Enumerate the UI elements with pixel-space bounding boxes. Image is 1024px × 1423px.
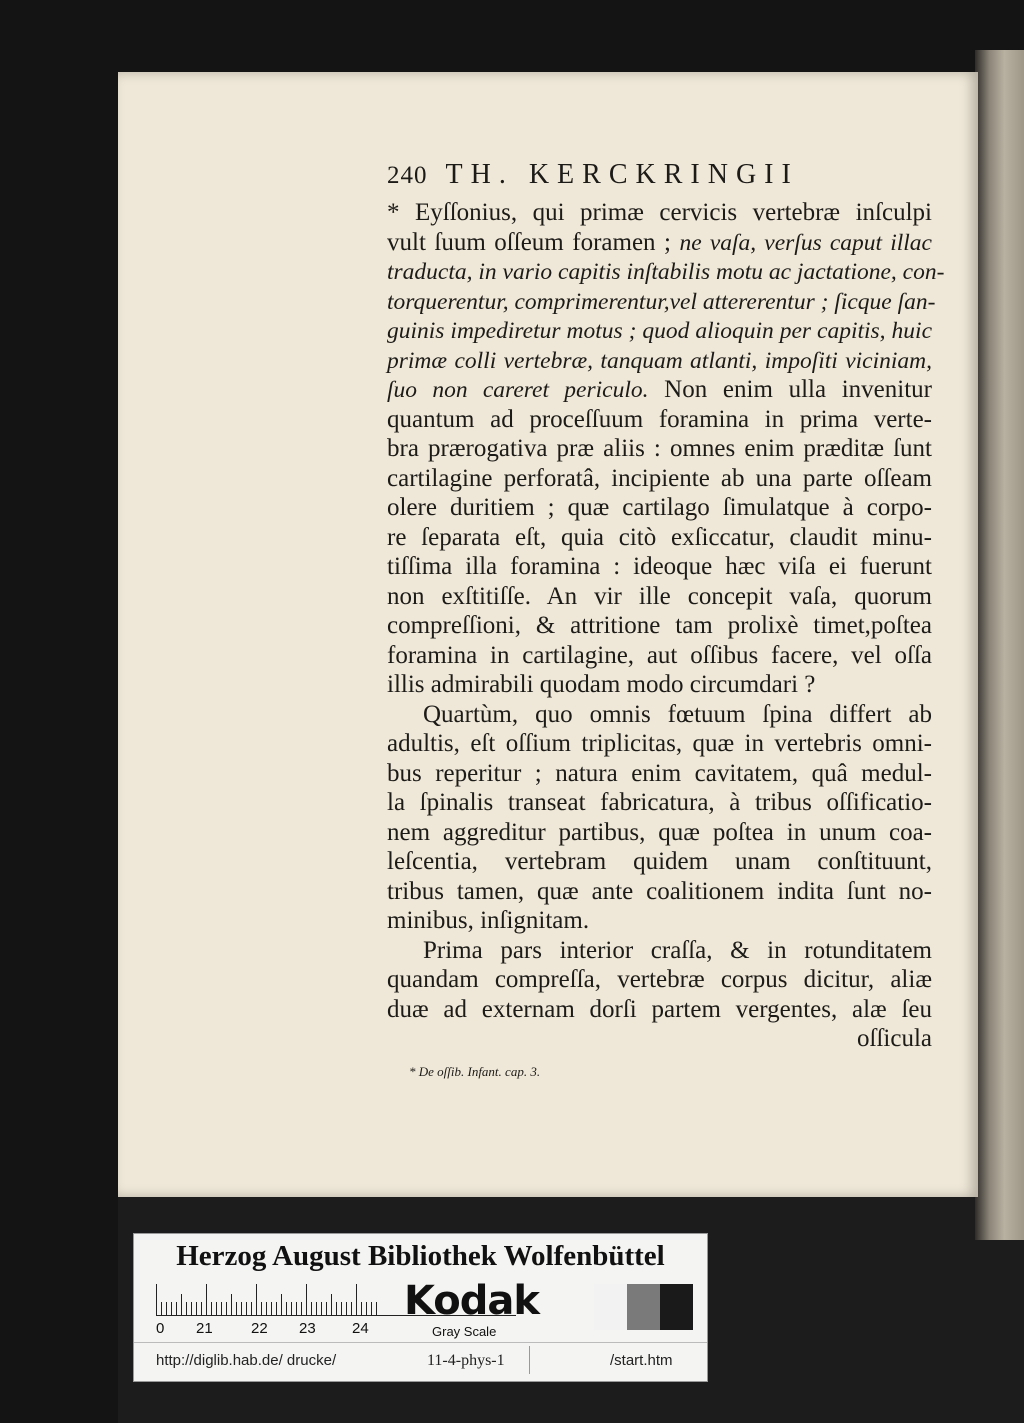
roman-text: illis admirabili quodam modo circumdari ?: [387, 671, 816, 698]
text-line: [387, 287, 936, 317]
text-line: [387, 906, 932, 936]
text-line: [387, 346, 932, 376]
text-line: [387, 464, 932, 494]
ruler-tick: [201, 1302, 202, 1316]
text-line: [387, 1024, 932, 1054]
roman-text: olere duritiem ; quæ cartilago ſimulatque à corpo-: [387, 494, 932, 521]
ruler-tick: [356, 1284, 357, 1316]
ruler-tick: [216, 1302, 217, 1316]
ruler-tick: [206, 1284, 207, 1316]
text-line: [387, 523, 932, 553]
italic-text: torquerentur, comprimerentur,vel attererentur ; ſicque ſan-: [387, 288, 936, 315]
gray-swatch: [594, 1284, 627, 1330]
ruler-tick: [286, 1302, 287, 1316]
ruler-number: 23: [299, 1320, 316, 1337]
ruler-tick: [366, 1302, 367, 1316]
ruler-tick: [271, 1302, 272, 1316]
ruler-number: 21: [196, 1320, 213, 1337]
roman-text: tribus tamen, quæ ante coalitionem indita ſunt no-: [387, 877, 932, 905]
ruler-tick: [221, 1302, 222, 1316]
ruler-tick: [251, 1302, 252, 1316]
roman-text: minibus, inſignitam.: [387, 907, 590, 934]
italic-text: guinis impediretur motus ; quod alioquin per capitis, huic: [387, 318, 932, 344]
roman-text: Quartùm, quo omnis fœtuum ſpina differt ab: [423, 700, 932, 728]
ruler-tick: [326, 1302, 327, 1316]
roman-text: Prima pars interior craſſa, & in rotunditatem: [423, 936, 932, 964]
ruler-tick: [171, 1302, 172, 1316]
ruler-tick: [161, 1302, 162, 1316]
text-line: [387, 759, 932, 789]
ruler-tick: [231, 1294, 232, 1316]
italic-text: traducta, in vario capitis inſtabilis motu ac jactatione, con-: [387, 259, 945, 285]
roman-text: bus reperitur ; natura enim cavitatem, quâ medul-: [387, 759, 932, 787]
scan-background-top: [0, 0, 1024, 72]
text-line: [387, 847, 932, 877]
ruler-tick: [291, 1302, 292, 1316]
text-line: [387, 788, 932, 818]
ruler-tick: [311, 1302, 312, 1316]
ruler-tick: [336, 1302, 337, 1316]
ruler-tick: [176, 1302, 177, 1316]
ruler-tick: [191, 1302, 192, 1316]
ruler-tick: [156, 1284, 157, 1316]
roman-text: quandam compreſſa, vertebræ corpus dicitur, aliæ: [387, 966, 932, 993]
ruler-tick: [186, 1302, 187, 1316]
ruler-tick: [341, 1302, 342, 1316]
ruler-tick: [211, 1302, 212, 1316]
text-line: [387, 552, 932, 582]
roman-text: adultis, eſt oſſium triplicitas, quæ in vertebris omni-: [387, 730, 932, 757]
ruler-number: 22: [251, 1320, 268, 1337]
adjacent-page-edge: [975, 50, 1024, 1240]
text-line: [387, 729, 932, 759]
body-text: [387, 198, 945, 1054]
ruler-tick: [256, 1284, 257, 1316]
text-line: [387, 493, 932, 523]
roman-text: leſcentia, vertebram quidem unam conſtituunt,: [387, 848, 932, 875]
start-url: /start.htm: [610, 1352, 673, 1369]
library-label: [133, 1233, 708, 1382]
ruler-tick: [266, 1302, 267, 1316]
ruler-tick: [376, 1302, 377, 1316]
ruler-number: 24: [352, 1320, 369, 1337]
library-name: Herzog August Bibliothek Wolfenbüttel: [176, 1240, 665, 1272]
text-line: [387, 434, 932, 464]
roman-text: cartilagine perforatâ, incipiente ab una parte oſſeam: [387, 464, 932, 492]
ruler-tick: [196, 1302, 197, 1316]
roman-text: bra prærogativa præ aliis : omnes enim præditæ ſunt: [387, 435, 932, 462]
roman-text: Non enim ulla invenitur: [648, 376, 932, 403]
ruler-tick: [226, 1302, 227, 1316]
roman-text: nem aggreditur partibus, quæ poſtea in unum coa-: [387, 818, 932, 846]
roman-text: tiſſima illa foramina : ideoque hæc viſa ei fuerunt: [387, 553, 932, 580]
roman-text: oſſicula: [857, 1025, 932, 1052]
ruler-tick: [361, 1302, 362, 1316]
ruler-tick: [371, 1302, 372, 1316]
text-line: [387, 995, 932, 1025]
ruler-tick: [281, 1294, 282, 1316]
text-line: [387, 877, 932, 907]
text-line: [387, 936, 932, 966]
roman-text: vult ſuum oſſeum foramen ;: [387, 228, 680, 256]
roman-text: re ſeparata eſt, quia citò exſiccatur, claudit minu-: [387, 523, 932, 551]
ruler-tick: [301, 1302, 302, 1316]
shelfmark: 11-4-phys-1: [427, 1352, 505, 1369]
page-text-block: [387, 155, 945, 1080]
italic-text: ne vaſa, verſus caput illac: [679, 229, 932, 256]
text-line: [387, 582, 932, 612]
text-line: [387, 641, 932, 671]
roman-text: non exſtitiſſe. An vir ille concepit vaſa, quorum: [387, 582, 932, 610]
roman-text: * Eyſſonius, qui primæ cervicis vertebræ inſculpi: [387, 199, 932, 226]
text-line: [387, 818, 932, 848]
ruler-tick: [181, 1294, 182, 1316]
kodak-logo: Kodak: [404, 1278, 539, 1324]
gray-swatch: [660, 1284, 693, 1330]
roman-text: compreſſioni, & attritione tam prolixè timet,poſtea: [387, 612, 932, 639]
gray-scale-swatches: [594, 1284, 694, 1330]
label-separator: [529, 1346, 530, 1374]
roman-text: duæ ad externam dorſi partem vergentes, alæ ſeu: [387, 995, 932, 1023]
italic-text: primæ colli vertebræ, tanquam atlanti, impoſiti viciniam,: [387, 347, 932, 374]
text-line: [387, 700, 932, 730]
text-line: [387, 965, 932, 995]
text-line: [387, 670, 932, 700]
ruler-tick: [306, 1284, 307, 1316]
text-line: [387, 198, 932, 228]
gray-swatch: [627, 1284, 660, 1330]
text-line: [387, 611, 932, 641]
ruler-number: 0: [156, 1320, 165, 1337]
ruler-tick: [346, 1302, 347, 1316]
text-line: [387, 375, 932, 405]
running-head-title: TH. KERCKRINGII: [445, 159, 799, 190]
roman-text: la ſpinalis transeat fabricatura, à tribus oſſificatio-: [387, 789, 932, 816]
roman-text: foramina in cartilagine, aut oſſibus facere, vel oſſa: [387, 641, 932, 669]
scan-background-left: [0, 0, 118, 1423]
italic-text: ſuo non careret periculo.: [387, 377, 649, 403]
ruler-tick: [261, 1302, 262, 1316]
text-line: [387, 228, 932, 258]
ruler-tick: [166, 1302, 167, 1316]
page-number: 240: [387, 162, 428, 189]
label-divider: [134, 1342, 707, 1343]
ruler-tick: [241, 1302, 242, 1316]
ruler-tick: [321, 1302, 322, 1316]
ruler-tick: [316, 1302, 317, 1316]
roman-text: quantum ad proceſſuum foramina in prima verte-: [387, 405, 932, 433]
ruler-tick: [331, 1294, 332, 1316]
ruler-tick: [296, 1302, 297, 1316]
gray-scale-caption: Gray Scale: [432, 1324, 497, 1339]
ruler-tick: [236, 1302, 237, 1316]
footnote: * De oſſib. Infant. cap. 3.: [409, 1063, 541, 1079]
text-line: [387, 316, 932, 346]
text-line: [387, 257, 945, 287]
ruler-tick: [276, 1302, 277, 1316]
running-head: [387, 155, 932, 195]
library-url: http://diglib.hab.de/ drucke/: [156, 1352, 337, 1369]
ruler-tick: [351, 1302, 352, 1316]
ruler-tick: [246, 1302, 247, 1316]
text-line: [387, 405, 932, 435]
